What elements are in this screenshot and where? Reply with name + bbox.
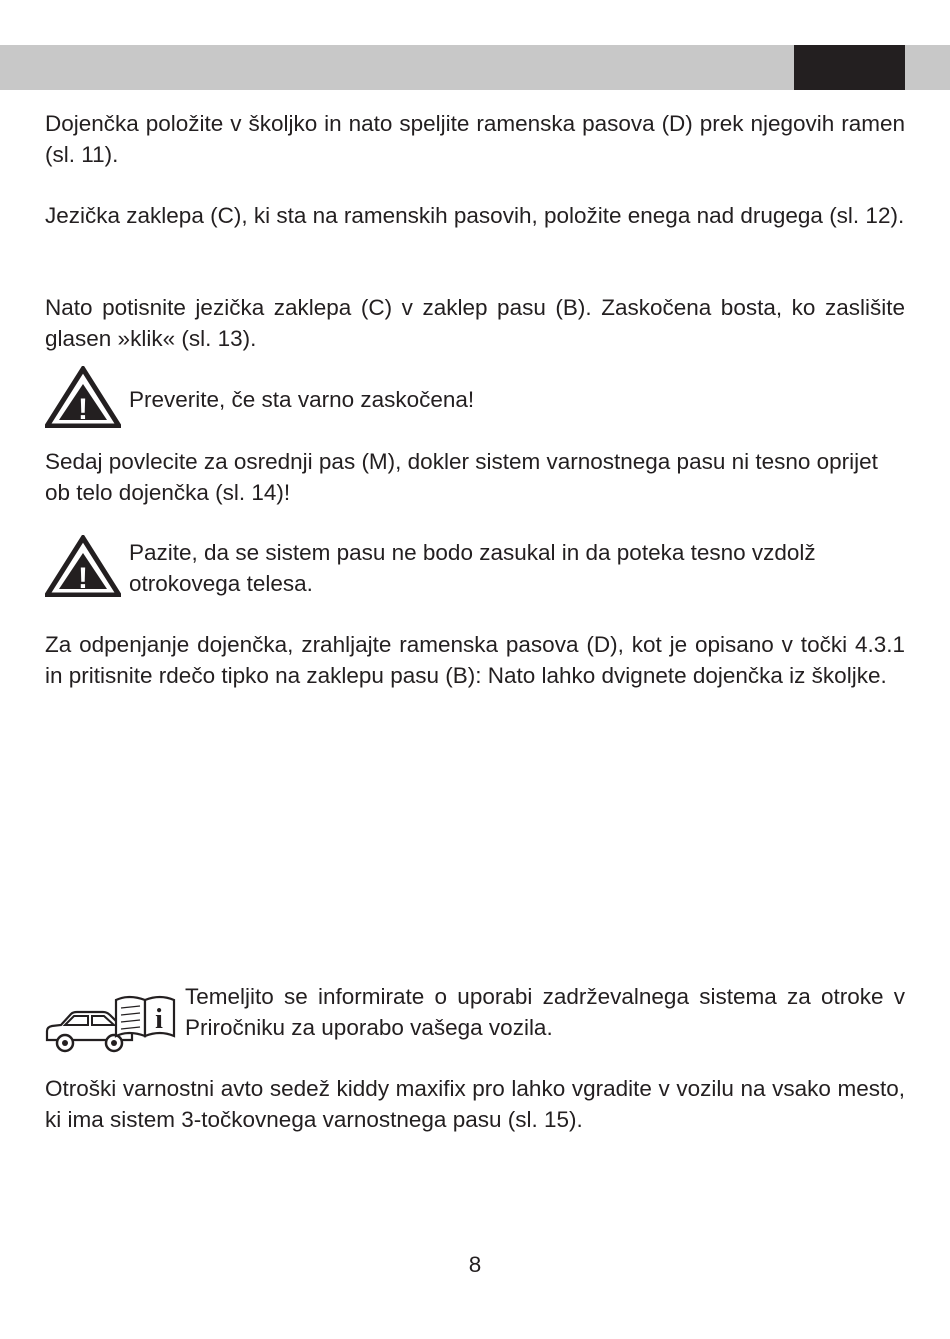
page-number: 8 [468, 1252, 482, 1277]
car-manual-icon [44, 990, 178, 1058]
warning-triangle-icon [45, 366, 121, 428]
paragraph-insert-tongues: Nato potisnite jezička zaklepa (C) v zaklep pasu (B). Zaskočena bosta, ko zaslišite glasen »klik« (sl. 13). [45, 295, 905, 351]
warning-glyph: ! [78, 393, 88, 426]
paragraph-pull-central-strap: Sedaj povlecite za osrednji pas (M), dokler sistem varnostnega pasu ni tesno oprijet ob telo dojenčka (sl. 14)! [45, 449, 878, 505]
paragraph-release-infant: Za odpenjanje dojenčka, zrahljajte ramenska pasova (D), kot je opisano v točki 4.3.1 in pritisnite rdečo tipko na zaklepu pasu (B): Nato lahko dvignete dojenčka iz školjke. [45, 632, 905, 688]
warning-triangle-icon [45, 535, 121, 597]
paragraph-buckle-tongues: Jezička zaklepa (C), ki sta na ramenskih pasovih, položite enega nad drugega (sl. 12). [45, 203, 905, 228]
warning-text-check-latched: Preverite, če sta varno zaskočena! [129, 387, 475, 412]
info-letter: i [155, 1004, 163, 1035]
header-block [794, 45, 905, 90]
warning-text-no-twist: Pazite, da se sistem pasu ne bodo zasukal in da poteka tesno vzdolž otrokovega telesa. [129, 540, 816, 596]
paragraph-place-infant: Dojenčka položite v školjko in nato speljite ramenska pasova (D) prek njegovih ramen (sl. 11). [45, 111, 905, 167]
warning-glyph: ! [78, 562, 88, 595]
info-text-vehicle-manual: Temeljito se informirate o uporabi zadrževalnega sistema za otroke v Priročniku za uporabo vašega vozila. [185, 984, 905, 1040]
paragraph-installation-positions: Otroški varnostni avto sedež kiddy maxifix pro lahko vgradite v vozilu na vsako mesto, ki ima sistem 3-točkovnega varnostnega pasu (sl. 15). [45, 1076, 905, 1132]
